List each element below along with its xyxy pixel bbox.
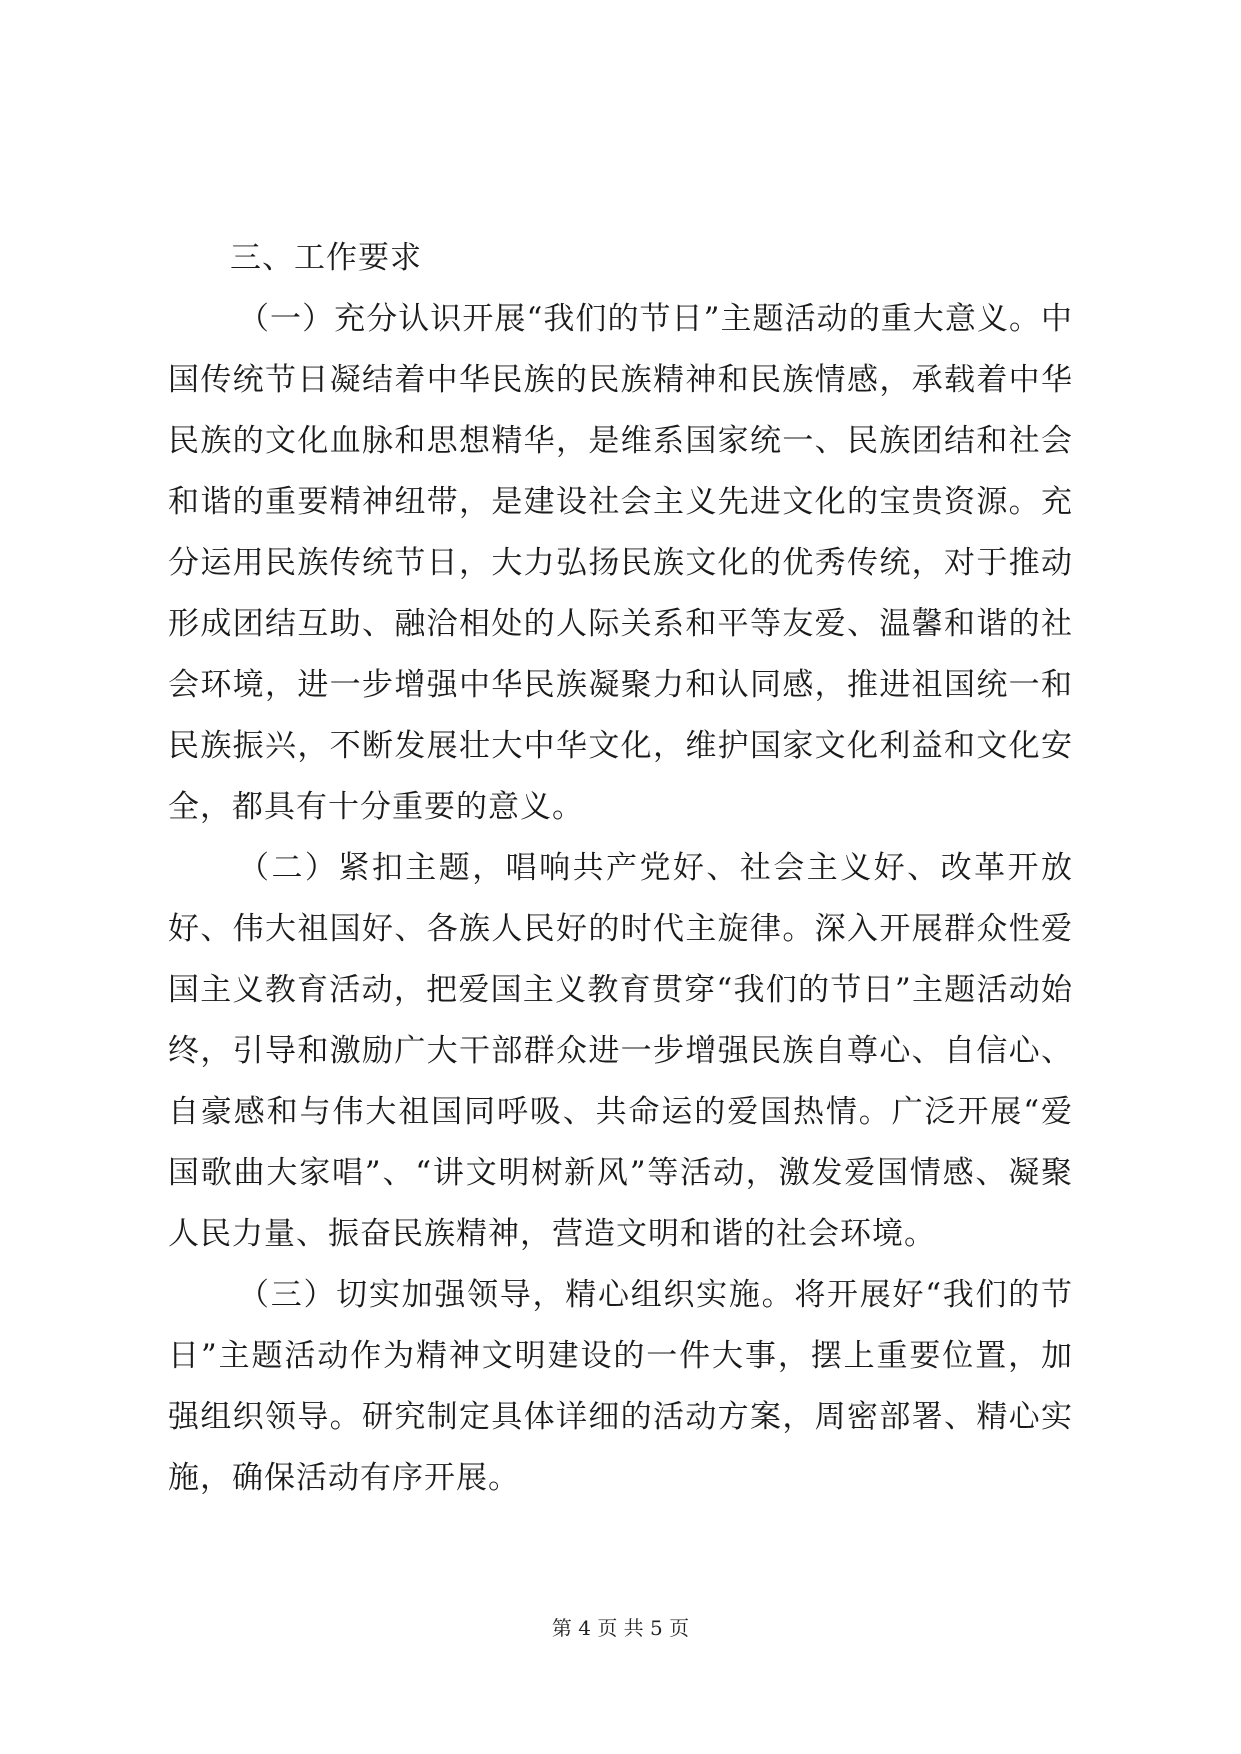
paragraph-2: （二）紧扣主题，唱响共产党好、社会主义好、改革开放好、伟大祖国好、各族人民好的时代主旋律。深入开展群众性爱国主义教育活动，把爱国主义教育贯穿“我们的节日”主题活动始终，引导和激励广大干部群众进一步增强民族自尊心、自信心、自豪感和与伟大祖国同呼吸、共命运的爱国热情。广泛开展“爱国歌曲大家唱”、“讲文明树新风”等活动，激发爱国情感、凝聚人民力量、振奋民族精神，营造文明和谐的社会环境。: [168, 850, 1073, 1252]
paragraph-3: （三）切实加强领导，精心组织实施。将开展好“我们的节日”主题活动作为精神文明建设的一件大事，摆上重要位置，加强组织领导。研究制定具体详细的活动方案，周密部署、精心实施，确保活动有序开展。: [168, 1277, 1073, 1496]
page-footer: 第 4 页 共 5 页: [551, 1616, 690, 1640]
section-heading: 三、工作要求: [230, 240, 422, 276]
paragraph-1: （一）充分认识开展“我们的节日”主题活动的重大意义。中国传统节日凝结着中华民族的民族精神和民族情感，承载着中华民族的文化血脉和思想精华，是维系国家统一、民族团结和社会和谐的重要精神纽带，是建设社会主义先进文化的宝贵资源。充分运用民族传统节日，大力弘扬民族文化的优秀传统，对于推动形成团结互助、融洽相处的人际关系和平等友爱、温馨和谐的社会环境，进一步增强中华民族凝聚力和认同感，推进祖国统一和民族振兴，不断发展壮大中华文化，维护国家文化利益和文化安全，都具有十分重要的意义。: [168, 301, 1073, 825]
document-body: [168, 228, 1073, 1509]
